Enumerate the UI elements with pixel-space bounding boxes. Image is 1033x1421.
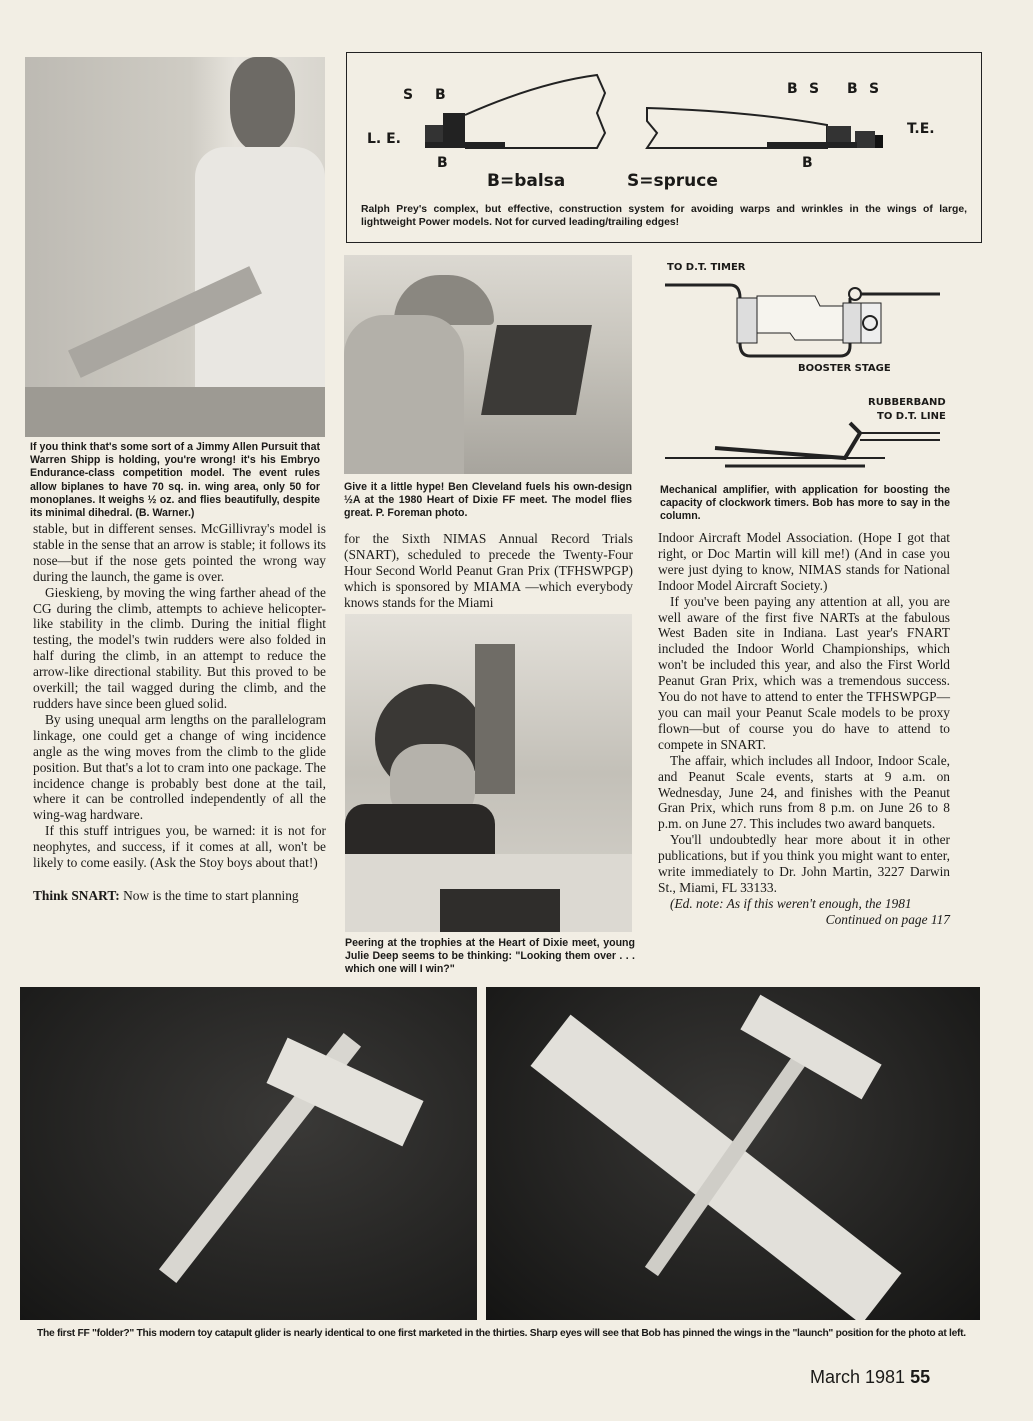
label-balsa: B — [435, 87, 446, 103]
paragraph: You'll undoubtedly hear more about it in other publications, but if you think you might want to enter, write immediately to Dr. John Martin, 3227 Darwin St., Miami, FL 33133. — [658, 832, 950, 895]
label-rubberband: RUBBERBAND — [868, 397, 946, 408]
column-2 — [344, 531, 633, 611]
diagram-wing-construction — [346, 52, 982, 243]
label-to-dt-timer: TO D.T. TIMER — [667, 262, 746, 273]
legend-balsa: B=balsa — [487, 171, 566, 191]
label-trailing-edge: T.E. — [907, 121, 935, 137]
label-balsa-te3: B — [802, 155, 813, 171]
caption-shipp: If you think that's some sort of a Jimmy Allen Pursuit that Warren Shipp is holding, you're wrong! it's his Embryo Endurance-class competition model. The event rules allow biplanes to have 70 sq. in. wing area, only 50 for monoplanes. It weighs ½ oz. and flies beautifully, despite its minimal dihedral. (B. Warner.) — [30, 441, 320, 520]
label-spruce-te2: S — [869, 81, 880, 97]
caption-amplifier: Mechanical amplifier, with application for boosting the capacity of clockwork timers. Bob has more to say in the column. — [660, 484, 950, 523]
paragraph: If this stuff intrigues you, be warned: it is not for neophytes, and success, if it comes at all, won't be likely to come easily. (Ask the Stoy boys about that!) — [33, 823, 326, 871]
paragraph: The affair, which includes all Indoor, Indoor Scale, and Peanut Scale events, starts at 9 a.m. on Wednesday, June 24, and finishes with the Peanut Gran Prix, which runs from 8 p.m. on June 26 to 8 p.m. on June 27. This includes two award banquets. — [658, 752, 950, 832]
page-number: 55 — [910, 1367, 931, 1387]
label-booster-stage: BOOSTER STAGE — [798, 363, 891, 374]
label-balsa-bottom: B — [437, 155, 448, 171]
paragraph: If you've been paying any attention at all, you are well aware of the first five NARTs at the fabulous West Baden site in Indiana. Last year's FNART included the Indoor World Championships, which won't be included this year, and also the First World Peanut Gran Prix, which was a tremendous success. You do not have to attend to enter the TFHSWPGP—you can mail your Peanut Scale models to be proxy flown—but of course you do have to attend to compete in SNART. — [658, 593, 950, 752]
paragraph: By using unequal arm lengths on the parallelogram linkage, one could get a change of wing incidence angle as the wing moves from the climb to the glide position. But that's a lot to cram into one package. The incidence change is probably best done at the tail, where it can be controlled independently of all the wing-wag hardware. — [33, 711, 326, 823]
caption-deep: Peering at the trophies at the Heart of Dixie meet, young Julie Deep seems to be thinking: "Looking them over . . . which one will I win?" — [345, 937, 635, 976]
column-3 — [658, 530, 950, 928]
caption-cleveland: Give it a little hype! Ben Cleveland fuels his own-design ½A at the 1980 Heart of Dixie FF meet. The model flies great. P. Foreman photo. — [344, 481, 632, 520]
diagram-mechanical-amplifier — [655, 258, 975, 478]
page-footer — [810, 1367, 930, 1388]
label-balsa-te: B — [787, 81, 798, 97]
subhead-think-snart: Think SNART: — [33, 887, 120, 903]
continued-notice: Continued on page 117 — [825, 911, 950, 927]
paragraph: stable, but in different senses. McGillivray's model is stable in the sense that an arrow is stable; it follows its nose—but if the nose gets pointed the wrong way during the launch, the game is over. — [33, 521, 326, 584]
label-balsa-te2: B — [847, 81, 858, 97]
caption-prey: Ralph Prey's complex, but effective, construction system for avoiding warps and wrinkles in the wings of large, lightweight Power models. Not for curved leading/trailing edges! — [361, 204, 967, 229]
paragraph: for the Sixth NIMAS Annual Record Trials (SNART), scheduled to precede the Twenty-Four Hour Second World Peanut Gran Prix (TFHSWPGP) which is sponsored by MIAMA —which everybody knows stands for the Miami — [344, 531, 633, 610]
label-leading-edge: L. E. — [367, 131, 401, 147]
caption-folder: The first FF "folder?" This modern toy catapult glider is nearly identical to one first marketed in the thirties. Sharp eyes will see that Bob has pinned the wings in the "launch" position for the photo at left. — [37, 1328, 966, 1339]
photo-ben-cleveland — [344, 255, 632, 474]
issue-date: March 1981 — [810, 1367, 906, 1387]
photo-julie-deep — [345, 614, 632, 932]
photo-glider-launch — [20, 987, 477, 1320]
paragraph: Indoor Aircraft Model Association. (Hope I got that right, or Doc Martin will kill me!) (And in case you were just dying to know, NIMAS stands for National Indoor Model Aircraft Society.) — [658, 530, 950, 593]
label-spruce-te: S — [809, 81, 820, 97]
photo-warren-shipp — [25, 57, 325, 437]
column-1 — [33, 521, 326, 904]
legend-spruce: S=spruce — [627, 171, 718, 191]
photo-glider-glide — [486, 987, 980, 1320]
label-spruce: S — [403, 87, 414, 103]
paragraph: (Ed. note: As if this weren't enough, the 1981 — [670, 895, 912, 911]
label-to-dt-line: TO D.T. LINE — [877, 411, 946, 422]
paragraph: Now is the time to start planning — [119, 887, 299, 903]
paragraph: Gieskieng, by moving the wing farther ahead of the CG during the climb, attempts to achieve helicopter-like stability in the climb. During the initial flight testing, the model's twin rudders were also folded in half during the climb, in an attempt to reduce the arrow-like directional stability. But this proved to be overkill; the tail wagged during the climb, and the rudders have since been glued solid. — [33, 584, 326, 711]
